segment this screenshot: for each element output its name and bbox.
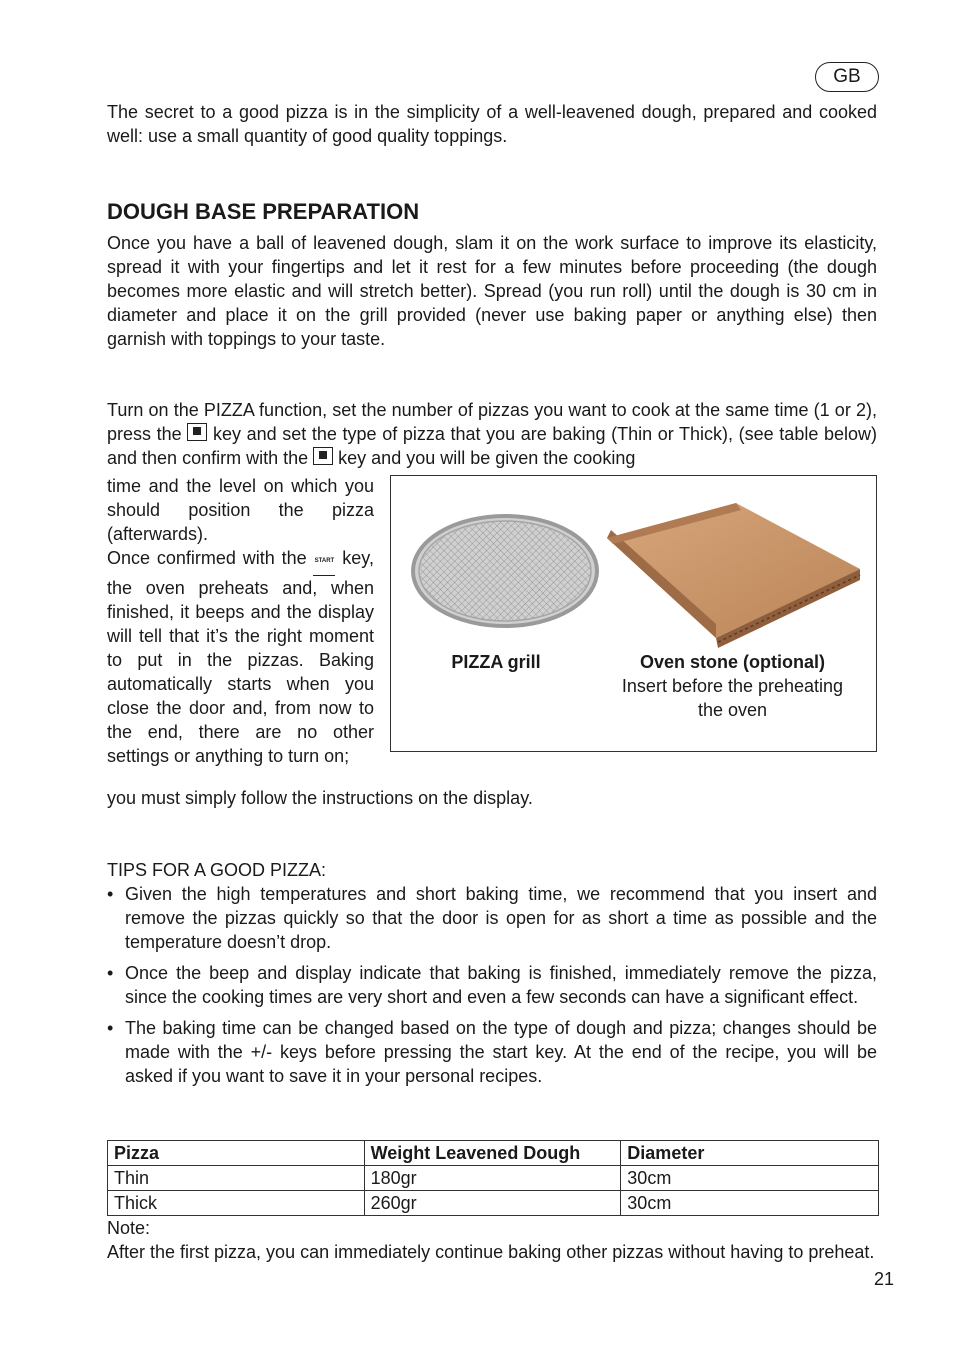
note-block <box>107 1216 882 1264</box>
usage-column-text-2 <box>107 546 374 768</box>
table-cell: 30cm <box>621 1191 879 1216</box>
pizza-table <box>107 1140 879 1216</box>
table-row <box>108 1166 879 1191</box>
list-item: • Given the high temperatures and short baking time, we recommend that you insert and remove the pizzas quickly so that the door is open for as short a time as possible and the temperature doesn’t drop. <box>107 884 877 952</box>
section-heading: DOUGH BASE PREPARATION <box>107 199 420 224</box>
tip-text: Given the high temperatures and short baking time, we recommend that you insert and remove the pizzas quickly so that the door is open for as short a time as possible and the temperature doesn’t drop. <box>125 884 877 952</box>
table-cell: Thin <box>108 1166 365 1191</box>
usage-column <box>107 474 374 768</box>
usage-text-2: key and set the type of pizza that you are baking (Thin or Thick), (see table below) and then confirm with the <box>107 424 877 468</box>
usage-column-text-1: time and the level on which you should position the pizza (afterwards). <box>107 476 374 544</box>
stone-caption-title: Oven stone (optional) <box>639 652 825 672</box>
usage-column-text-2a: Once confirmed with the <box>107 548 307 568</box>
table-cell: 30cm <box>621 1166 879 1191</box>
stop-key-icon <box>313 447 333 465</box>
note-label: Note: <box>107 1218 151 1238</box>
page-number: 21 <box>874 1269 895 1289</box>
tips-title: TIPS FOR A GOOD PIZZA: <box>107 860 327 880</box>
table-cell: 260gr <box>364 1191 621 1216</box>
oven-stone-image <box>607 503 860 648</box>
usage-text-3: key and you will be given the cooking <box>338 448 636 468</box>
stone-caption <box>610 650 855 722</box>
stop-key-icon <box>187 423 207 441</box>
tip-text: Once the beep and display indicate that baking is finished, immediately remove the pizza, since the cooking times are very short and even a few seconds can have a significant effect. <box>125 963 877 1007</box>
intro-paragraph: The secret to a good pizza is in the simplicity of a well-leavened dough, prepared and cooked well: use a small quantity of good quality toppings. <box>107 102 877 146</box>
language-badge: GB <box>815 62 879 92</box>
table-header-cell: Diameter <box>621 1141 879 1166</box>
usage-column-text-2b: key, the oven preheats and, when finished, it beeps and the display will tell that it’s the right moment to put in the pizzas. Baking automatically starts when you close the door and, from now to the end, there are no other settings or anything to turn on; <box>107 548 374 766</box>
table-cell: 180gr <box>364 1166 621 1191</box>
grill-caption: PIZZA grill <box>451 652 541 672</box>
table-header-cell: Pizza <box>108 1141 365 1166</box>
table-header-row <box>108 1141 879 1166</box>
table-cell: Thick <box>108 1191 365 1216</box>
list-item: • Once the beep and display indicate that baking is finished, immediately remove the pizza, since the cooking times are very short and even a few seconds can have a significant effect. <box>107 963 877 1007</box>
tip-text: The baking time can be changed based on the type of dough and pizza; changes should be made with the +/- keys before pressing the start key. At the end of the recipe, you will be asked if you want to save it in your personal recipes. <box>125 1018 877 1086</box>
stone-caption-note: Insert before the preheating the oven <box>621 676 844 720</box>
table-row <box>108 1191 879 1216</box>
usage-closing-text: you must simply follow the instructions on the display. <box>107 788 533 808</box>
note-text: After the first pizza, you can immediately continue baking other pizzas without having to preheat. <box>107 1242 875 1262</box>
pizza-grill-image <box>413 516 597 626</box>
list-item: • The baking time can be changed based on the type of dough and pizza; changes should be made with the +/- keys before pressing the start key. At the end of the recipe, you will be asked if you want to save it in your personal recipes. <box>107 1018 877 1086</box>
dough-paragraph: Once you have a ball of leavened dough, slam it on the work surface to improve its elasticity, spread it with your fingertips and let it rest for a few minutes before proceeding (the dough becomes more elastic and will stretch better). Spread (you run roll) until the dough is 30 cm in diameter and place it on the grill provided (never use baking paper or anything else) then garnish with toppings to your taste. <box>107 233 877 349</box>
table-header-cell: Weight Leavened Dough <box>364 1141 621 1166</box>
usage-text-1: Turn on the PIZZA function, set the number of pizzas you want to cook at the same time (1 or 2), press the <box>107 400 877 444</box>
usage-paragraph <box>107 398 877 470</box>
tips-list <box>107 882 877 1095</box>
start-key-icon: START <box>313 557 335 576</box>
